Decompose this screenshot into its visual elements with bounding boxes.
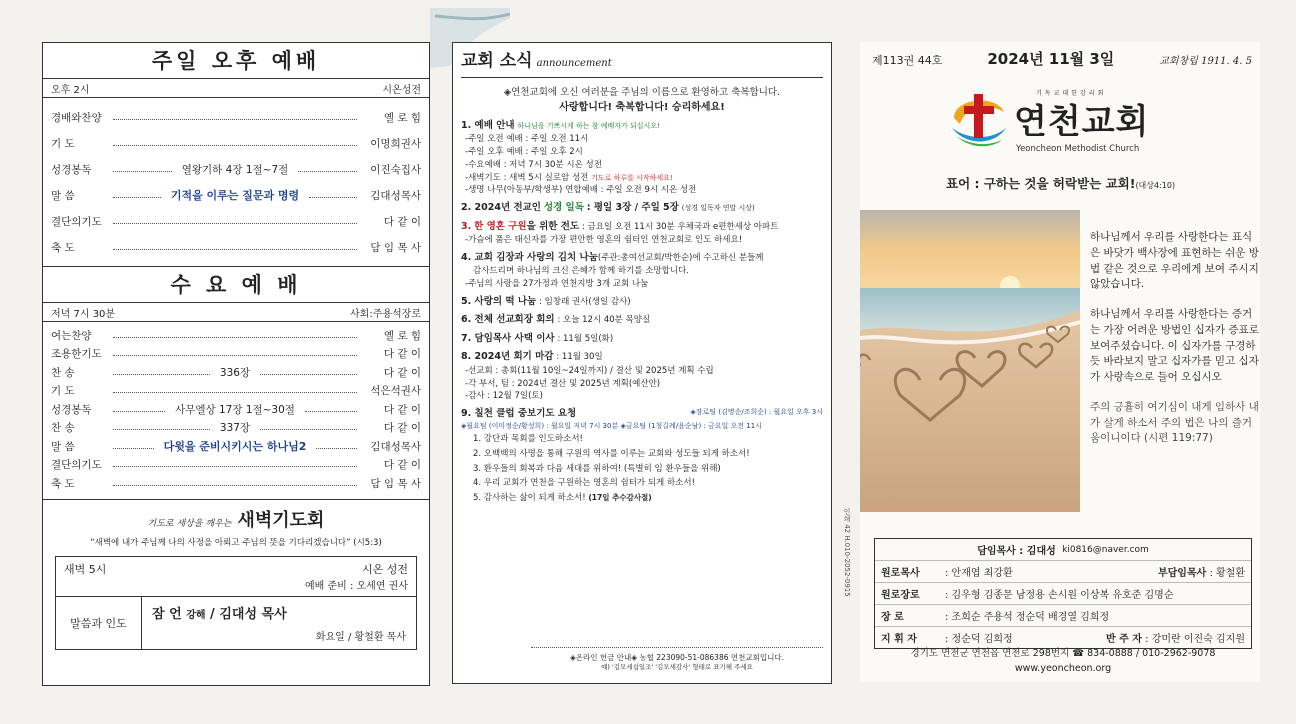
item-sub: -주님의 사랑을 27가정과 연천지방 3개 교회 나눔: [465, 279, 649, 289]
dawn-sermon-type: 강해: [186, 609, 206, 621]
item-heading: 4. 교회 김장과 사랑의 김치 나눔: [461, 251, 598, 263]
prayer-team-note: ◈월요팀 (이미정순/황성희) : 월요일 저녁 7시 30분 ◈금요팀 (1청길례/윤순남) : 금요일 오전 11시: [461, 422, 762, 431]
prayer-team-note: ◈장로팀 (김명순/조희순) : 월요일 오후 3시: [690, 408, 823, 416]
announcements-panel: [452, 42, 832, 684]
pastor-row: [875, 539, 1251, 561]
welcome-bold: 사랑합니다! 축복합니다! 승리하세요!: [559, 101, 725, 113]
dots: [113, 171, 172, 172]
staff-names: : 조희순 주용석 정순덕 배경열 김희정: [945, 612, 1110, 623]
dots: [260, 374, 357, 375]
dawn-kicker: 기도로 세상을 깨우는: [147, 518, 232, 529]
afternoon-title: 주일 오후 예배: [43, 43, 429, 79]
order-who: 다 같 이: [383, 459, 421, 472]
item-sub: [461, 172, 823, 185]
message-paragraph: 하나님께서 우리를 사랑한다는 증거는 가장 어려운 방법인 십자가 증표로 보여주셨습니다. 이 십자가를 구경하듯 바라보지 말고 십자가를 믿고 십자가 사랑속으로 들어 오십시오: [1090, 308, 1259, 383]
issue-number: 제113권 44호: [872, 54, 943, 67]
announcement-item: [461, 220, 823, 247]
staff-row: [875, 561, 1251, 583]
staff-role: 원로장로: [881, 590, 920, 601]
staff-names: : 강미란 이진숙 김지원: [1145, 634, 1245, 645]
order-label: 조용한기도: [51, 348, 102, 361]
announcement-item: [461, 295, 823, 310]
dots: [113, 223, 357, 224]
item-heading: 7. 담임목사 사택 이사: [461, 332, 555, 344]
dawn-sermon-label: 말씀과 인도: [56, 597, 142, 649]
announcement-item: [461, 332, 823, 347]
order-label: 기 도: [51, 385, 75, 398]
dawn-time: 새벽 5시: [64, 562, 107, 576]
item-sub: -가슴에 품은 태신자를 가장 편안한 영혼의 쉼터인 연천교회로 인도 하세요!: [465, 235, 743, 245]
pastor-email: ki0816@naver.com: [1062, 544, 1149, 555]
beach-hearts-image: [860, 210, 1080, 512]
dawn-sermon: [56, 597, 416, 649]
item-sub: -생명 나무(아동부/학생부) 연합예배 : 주일 오전 9시 시온 성전: [465, 185, 697, 196]
wednesday-time: 저녁 7시 30분: [51, 308, 116, 320]
dawn-section: [43, 500, 429, 650]
order-who: 다 같 이: [383, 366, 421, 379]
order-who: 김대성목사: [370, 189, 421, 202]
item-sub-text: -새벽기도 : 새벽 5시 실로암 성전: [465, 172, 589, 183]
item-detail: : 평일 3장 / 주일 5장: [586, 202, 679, 213]
staff-row: [875, 583, 1251, 605]
staff-role: 장 로: [881, 612, 904, 623]
online-offering: [531, 647, 823, 673]
order-mid: 사무엘상 17장 1절~30절: [175, 403, 295, 416]
announcement-item: [461, 119, 823, 197]
staff-role: 부담임목사: [1157, 568, 1207, 579]
order-row: [43, 382, 429, 401]
staff-row: [875, 605, 1251, 627]
scripture-quote: 주의 긍휼히 여기심이 내게 임하사 내가 살게 하소서 주의 법은 나의 즐거움이니이다 (시편 119:77): [1090, 400, 1259, 445]
order-row: [43, 234, 429, 260]
order-label: 경배와찬양: [51, 111, 102, 124]
order-label: 결단의기도: [51, 215, 102, 228]
wednesday-leader: 사회:주용석장로: [350, 308, 421, 320]
prayer-item: 3. 환우들의 회복과 다음 세대를 위하여! (특별히 임 환우들을 위해): [473, 463, 721, 474]
announcement-item: [461, 201, 823, 216]
order-row: [43, 182, 429, 208]
announcement-item: [461, 313, 823, 328]
item-sub: 감사드리며 하나님의 크신 은혜가 함께 하기를 소망합니다.: [473, 266, 689, 277]
prayer-text: 5. 감사하는 삶이 되게 하소서!: [473, 493, 586, 504]
order-label: 성경봉독: [51, 163, 92, 176]
prayer-list: [461, 432, 823, 506]
order-row: [43, 419, 429, 438]
order-label: 축 도: [51, 477, 75, 490]
order-who: 다 같 이: [383, 215, 421, 228]
dawn-sermon-sub: 화요일 / 황철환 목사: [315, 631, 406, 643]
issue-date: 2024년 11월 3일: [987, 50, 1115, 68]
dots: [113, 392, 357, 393]
staff-names: : 황철환: [1209, 568, 1245, 579]
dots: [113, 429, 210, 430]
wednesday-meta: [43, 303, 429, 321]
order-label: 말 씀: [51, 189, 75, 202]
side-note: 인쇄 42 H.010-2052-0915: [843, 508, 851, 597]
order-who: 옐 로 힘: [383, 329, 421, 342]
dots: [113, 145, 357, 146]
order-row: [43, 456, 429, 475]
senior-pastor: 담임목사 : 김대성: [977, 546, 1056, 557]
sermon-title: 기적을 이루는 질문과 명령: [170, 189, 300, 202]
order-label: 찬 송: [51, 422, 75, 435]
staff-role: 지 휘 자: [881, 634, 917, 645]
afternoon-time: 오후 2시: [51, 84, 90, 96]
order-who: 다 같 이: [383, 422, 421, 435]
dots: [113, 249, 357, 250]
dawn-sermon-pastor: 김대성 목사: [219, 606, 287, 622]
left-panel: [42, 42, 430, 686]
wednesday-order: [43, 322, 429, 493]
order-row: [43, 437, 429, 456]
item-detail: : 임창래 권사(생일 감사): [539, 296, 631, 307]
item-detail: : 11월 5일(화): [557, 333, 614, 344]
dots: [305, 411, 357, 412]
order-label: 기 도: [51, 137, 75, 150]
item-highlight: 한 영혼 구원: [474, 220, 527, 232]
online-offering-line: ◈온라인 헌금 안내◈ 농협 223090-51-086386 연천교회입니다.: [570, 653, 784, 662]
dawn-verse: “새벽에 내가 주님께 나의 사정을 아뢰고 주님의 뜻을 기다리겠습니다” (시5:3): [90, 537, 382, 548]
order-who: 다 같 이: [383, 403, 422, 416]
item-sub: -주일 오전 예배 : 주일 오전 11시: [465, 134, 589, 145]
dawn-table: [55, 556, 417, 650]
item-number: 3.: [461, 220, 472, 232]
dots: [298, 171, 357, 172]
dots: [113, 411, 165, 412]
item-heading: 9. 칠천 클럽 중보기도 요청: [461, 408, 577, 419]
order-who: 이진숙집사: [370, 163, 422, 176]
cover-header: [860, 42, 1260, 69]
prayer-item: [473, 491, 823, 506]
order-row: [43, 104, 429, 130]
prayer-item: 2. 오백백의 사명을 통해 구원의 역사를 이루는 교회와 성도들 되게 하소서!: [473, 448, 750, 459]
logo-english-name: Yeoncheon Methodist Church: [1016, 144, 1140, 154]
dawn-info: [56, 557, 416, 597]
dawn-sermon-book: 잠 언: [152, 606, 182, 622]
item-sub: -감사 : 12월 7일(토): [465, 391, 543, 402]
item-heading: 5. 사랑의 떡 나눔: [461, 295, 537, 307]
church-contact: [874, 646, 1252, 676]
cover-message: [1090, 230, 1260, 461]
welcome-text: ◈연천교회에 오신 여러분을 주님의 이름으로 환영하고 축복합니다.: [503, 86, 781, 98]
item-heading: 2. 2024년 전교인: [461, 202, 541, 213]
dawn-title-row: [51, 506, 421, 532]
dots: [113, 119, 357, 120]
welcome: [461, 86, 823, 115]
staff-names: : 안재엽 최강환: [945, 568, 1013, 579]
order-who: 석은석권사: [370, 385, 421, 398]
prayer-item: 1. 강단과 목회를 인도하소서!: [473, 433, 583, 444]
order-who: 다 같 이: [383, 348, 421, 361]
dawn-sermon-slash: /: [210, 606, 215, 622]
dawn-prep: 예배 준비 : 오세연 권사: [304, 580, 408, 592]
dots: [113, 485, 357, 486]
item-detail: : 오늘 12시 40분 목양실: [557, 315, 651, 326]
church-website[interactable]: www.yeoncheon.org: [1014, 663, 1112, 675]
order-who: 담 임 목 사: [370, 241, 421, 254]
afternoon-meta: [43, 79, 429, 97]
item-sub: -주일 오후 예배 : 주일 오후 2시: [465, 147, 583, 157]
item-detail: : 금요일 오전 11시 30분 우체국과 e편한세상 아파트: [581, 221, 779, 232]
dots: [113, 466, 357, 467]
order-row: [43, 400, 429, 419]
logo-name: 연천교회: [1014, 102, 1150, 142]
order-who: 김대성목사: [370, 440, 422, 453]
item-detail: : 11월 30일: [556, 352, 603, 363]
cover-panel: [860, 42, 1260, 682]
order-label: 말 씀: [51, 440, 75, 453]
announcement-item: [461, 350, 823, 403]
founded-date: 교회창립 1911. 4. 5: [1159, 56, 1252, 67]
staff-role: 원로목사: [881, 568, 920, 579]
online-offering-note: 예) '김모세십일조' '김모세감사' 형태로 표기해 주세요: [601, 663, 753, 672]
item-sub: -선교회 : 총회(11월 10일~24일까지) / 결산 및 2025년 계획 수립: [465, 365, 714, 376]
order-mid: 336장: [219, 366, 251, 379]
item-heading: 8. 2024년 회기 마감: [461, 351, 554, 363]
announcement-item: [461, 251, 823, 291]
dawn-place: 시온 성전: [361, 562, 408, 576]
order-mid: 337장: [219, 422, 251, 435]
logo-tagline: 기독교대한감리회: [1036, 90, 1107, 97]
item-sub: -수요예배 : 저녁 7시 30분 시온 성전: [465, 159, 602, 170]
dots: [113, 337, 357, 338]
wednesday-title: 수 요 예 배: [43, 267, 429, 303]
item-heading: 6. 전체 선교회장 회의: [461, 314, 555, 326]
dots: [316, 448, 357, 449]
order-who: 옐 로 힘: [383, 111, 421, 124]
order-row: [43, 130, 429, 156]
prayer-item: 4. 우리 교회가 연천을 구원하는 영혼의 쉼터가 되게 하소서!: [473, 478, 695, 489]
dots: [113, 448, 154, 449]
prayer-note: (17일 추수감사절): [588, 493, 652, 503]
dawn-place-block: [305, 561, 408, 592]
cross-logo-icon: [946, 88, 1012, 154]
title-ko: 교회 소식: [461, 51, 533, 71]
order-who: 이명희권사: [370, 137, 421, 150]
title-en: announcement: [536, 58, 612, 69]
order-label: 결단의기도: [51, 459, 102, 472]
church-address: 경기도 연천군 연천읍 연천로 298번지 ☎ 834-0888 / 010-2962-9078: [910, 648, 1216, 659]
staff-row: [875, 627, 1251, 648]
order-row: [43, 156, 429, 182]
dots: [309, 197, 357, 198]
motto-text: 표어 : 구하는 것을 허락받는 교회!: [946, 176, 1136, 191]
dots: [113, 355, 357, 356]
motto: [946, 174, 1175, 192]
item-highlight: 성경 일독: [543, 202, 584, 213]
sermon-title: 다윗을 준비시키시는 하나님2: [163, 440, 307, 454]
staff-names: : 김우형 김종문 남정용 손시원 이상복 유호준 김명순: [945, 590, 1174, 601]
item-note: 하나님을 기쁘시게 하는 참 예배자가 되십시오!: [517, 121, 660, 130]
order-label: 축 도: [51, 241, 75, 254]
order-label: 여는찬양: [51, 329, 92, 342]
order-label: 찬 송: [51, 366, 75, 379]
item-detail: (주관:총여선교회/박한순)에 수고하신 분들께: [597, 252, 764, 263]
afternoon-order: [43, 98, 429, 260]
order-row: [43, 345, 429, 364]
staff-names: : 정순덕 김희정: [945, 634, 1013, 645]
order-row: [43, 208, 429, 234]
dawn-sermon-detail: [142, 597, 416, 649]
order-row: [43, 363, 429, 382]
message-paragraph: 하나님께서 우리를 사랑한다는 표식은 바닷가 백사장에 표현하는 쉬운 방법 같은 것으로 우리에게 보여 주시지 않았습니다.: [1090, 231, 1259, 291]
item-heading: 1. 예배 안내: [461, 119, 515, 131]
order-label: 성경봉독: [51, 403, 92, 416]
dots: [260, 429, 357, 430]
staff-role: 반 주 자: [1106, 634, 1142, 645]
order-row: [43, 474, 429, 493]
order-row: [43, 326, 429, 345]
item-sub-note: 기도로 하루를 시작하세요!: [591, 173, 673, 182]
staff-table: [874, 538, 1252, 649]
dots: [113, 197, 161, 198]
announcement-item: [461, 407, 823, 506]
item-note: (성경 일독자 연말 시상): [681, 204, 755, 212]
order-mid: 열왕기하 4장 1절~7절: [181, 163, 289, 176]
dots: [113, 374, 210, 375]
motto-ref: (대상4:10): [1135, 181, 1176, 190]
dawn-title: 새벽기도회: [237, 509, 325, 531]
church-logo: [946, 84, 1186, 164]
item-sub: -각 부서, 팀 : 2024년 결산 및 2025년 계획(예산안): [465, 378, 661, 389]
order-who: 담 임 목 사: [370, 477, 421, 490]
afternoon-place: 시온성전: [382, 84, 421, 96]
announcements-title: [461, 49, 823, 78]
dawn-sermon-line: [152, 603, 406, 622]
item-heading: 을 위한 전도: [526, 220, 580, 232]
